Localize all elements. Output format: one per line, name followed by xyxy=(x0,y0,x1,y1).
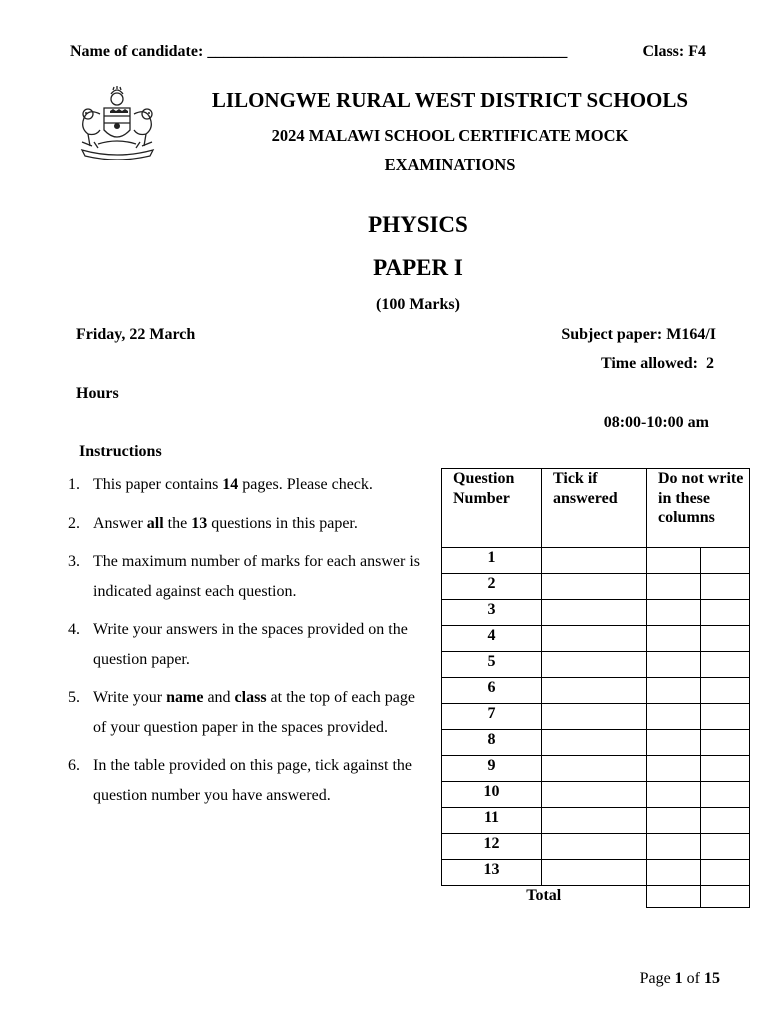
instruction-text xyxy=(93,751,430,810)
total-cell xyxy=(647,886,701,908)
exam-title-line1: 2024 MALAWI SCHOOL CERTIFICATE MOCK xyxy=(271,126,629,145)
examiner-cell xyxy=(701,626,750,652)
instruction-fragment: questions in this paper. xyxy=(207,514,358,532)
tick-cell[interactable] xyxy=(542,600,647,626)
instruction-number: 6. xyxy=(68,757,80,774)
examiner-cell xyxy=(647,626,701,652)
exam-date: Friday, 22 March xyxy=(76,326,196,343)
examiner-cell xyxy=(701,782,750,808)
question-number-header: Question Number xyxy=(442,469,542,548)
instruction-fragment: Write your xyxy=(93,689,167,706)
question-number-cell: 12 xyxy=(442,834,542,860)
page-total: 15 xyxy=(704,970,720,987)
question-number-cell: 9 xyxy=(442,756,542,782)
total-label: Total xyxy=(526,887,562,904)
instruction-item xyxy=(68,751,430,810)
tick-cell[interactable] xyxy=(542,704,647,730)
question-number-cell: 5 xyxy=(442,652,542,678)
page-prefix: Page xyxy=(639,970,675,987)
examiner-cell xyxy=(647,782,701,808)
instruction-number: 3. xyxy=(68,553,80,570)
examiner-cell xyxy=(701,704,750,730)
time-allowed: Time allowed: 2 xyxy=(600,355,714,372)
question-number-cell: 3 xyxy=(442,600,542,626)
exam-time-range: 08:00-10:00 am xyxy=(603,414,709,431)
tick-cell[interactable] xyxy=(542,756,647,782)
examiner-cell xyxy=(647,548,701,574)
instruction-emphasis: class xyxy=(234,689,267,706)
examiner-cell xyxy=(647,808,701,834)
instruction-fragment: The maximum number of marks for each answer is indicated against each question. xyxy=(93,553,421,600)
instruction-item xyxy=(68,547,430,606)
page-footer xyxy=(640,970,720,988)
instruction-fragment: at the top of each page of your question paper in the spaces provided. xyxy=(93,689,415,736)
examiner-columns-header: Do not write in these columns xyxy=(647,469,750,548)
instruction-item xyxy=(68,509,430,539)
question-number-cell: 4 xyxy=(442,626,542,652)
question-number-cell: 8 xyxy=(442,730,542,756)
question-number-cell: 2 xyxy=(442,574,542,600)
instruction-text xyxy=(93,615,430,674)
instruction-fragment: the xyxy=(163,514,192,532)
instructions-list xyxy=(68,470,430,819)
question-number-cell: 13 xyxy=(442,860,542,886)
instruction-text xyxy=(93,470,430,500)
examiner-cell xyxy=(701,574,750,600)
table-row xyxy=(442,626,750,652)
tick-cell[interactable] xyxy=(542,782,647,808)
page-of: of xyxy=(682,970,704,987)
examiner-cell xyxy=(647,756,701,782)
instruction-text xyxy=(93,547,430,606)
examiner-cell xyxy=(701,808,750,834)
instruction-fragment: This paper contains xyxy=(93,476,223,493)
table-header-row xyxy=(442,469,750,548)
table-row xyxy=(442,730,750,756)
instructions-heading: Instructions xyxy=(79,443,162,460)
table-row xyxy=(442,860,750,886)
class-label: Class: F4 xyxy=(642,43,706,60)
examiner-cell xyxy=(701,652,750,678)
answer-tracking-table xyxy=(441,468,750,908)
instruction-fragment: pages. Please check. xyxy=(238,476,373,493)
instruction-emphasis: name xyxy=(166,689,204,706)
school-name: LILONGWE RURAL WEST DISTRICT SCHOOLS xyxy=(211,88,689,112)
table-row xyxy=(442,678,750,704)
instruction-number: 4. xyxy=(68,621,80,638)
instruction-fragment: Write your answers in the spaces provided on the question paper. xyxy=(93,621,408,668)
examiner-cell xyxy=(647,600,701,626)
instruction-emphasis: 13 xyxy=(191,514,208,532)
instruction-number: 5. xyxy=(68,689,80,706)
examiner-cell xyxy=(647,860,701,886)
candidate-name-label: Name of candidate: _____________________________________________ xyxy=(70,43,568,60)
table-row xyxy=(442,756,750,782)
examiner-cell xyxy=(647,704,701,730)
examiner-cell xyxy=(701,600,750,626)
total-marks: (100 Marks) xyxy=(376,296,460,313)
instruction-number: 1. xyxy=(68,476,80,493)
subject-title: PHYSICS xyxy=(368,212,468,237)
tick-cell[interactable] xyxy=(542,730,647,756)
tick-cell[interactable] xyxy=(542,808,647,834)
table-row xyxy=(442,548,750,574)
question-number-cell: 7 xyxy=(442,704,542,730)
tick-cell[interactable] xyxy=(542,548,647,574)
question-number-cell: 10 xyxy=(442,782,542,808)
table-row xyxy=(442,704,750,730)
table-row xyxy=(442,808,750,834)
instruction-number: 2. xyxy=(68,514,80,532)
tick-cell[interactable] xyxy=(542,574,647,600)
table-row xyxy=(442,574,750,600)
candidate-line xyxy=(70,43,710,61)
total-row xyxy=(442,886,750,908)
hours-label: Hours xyxy=(76,385,119,402)
examiner-cell xyxy=(647,678,701,704)
subject-paper-code: Subject paper: M164/I xyxy=(561,326,716,343)
total-cell xyxy=(701,886,750,908)
instruction-fragment: In the table provided on this page, tick against the question number you have answered. xyxy=(93,757,413,804)
question-number-cell: 6 xyxy=(442,678,542,704)
examiner-cell xyxy=(701,860,750,886)
table-row xyxy=(442,834,750,860)
examiner-cell xyxy=(647,834,701,860)
examiner-cell xyxy=(701,548,750,574)
tick-cell[interactable] xyxy=(542,626,647,652)
instruction-fragment: Answer xyxy=(93,514,147,532)
table-row xyxy=(442,782,750,808)
instruction-fragment: and xyxy=(203,689,235,706)
examiner-cell xyxy=(701,834,750,860)
examiner-cell xyxy=(647,574,701,600)
instruction-text xyxy=(93,683,430,742)
table-row xyxy=(442,600,750,626)
table-body xyxy=(442,548,750,908)
tick-cell[interactable] xyxy=(542,652,647,678)
malawi-coat-of-arms-icon xyxy=(70,86,165,160)
examiner-cell xyxy=(701,678,750,704)
tick-cell[interactable] xyxy=(542,678,647,704)
instruction-item xyxy=(68,683,430,742)
tick-cell[interactable] xyxy=(542,860,647,886)
instruction-text xyxy=(93,509,430,539)
tick-cell[interactable] xyxy=(542,834,647,860)
page-number: 1 xyxy=(674,970,683,987)
instruction-emphasis: all xyxy=(146,514,164,532)
examiner-cell xyxy=(701,756,750,782)
question-number-cell: 1 xyxy=(442,548,542,574)
exam-title-line2: EXAMINATIONS xyxy=(384,155,516,174)
table-row xyxy=(442,652,750,678)
question-number-cell: 11 xyxy=(442,808,542,834)
examiner-cell xyxy=(647,730,701,756)
instruction-item xyxy=(68,615,430,674)
examiner-cell xyxy=(701,730,750,756)
instruction-item xyxy=(68,470,430,500)
paper-title: PAPER I xyxy=(373,255,463,280)
tick-if-answered-header: Tick if answered xyxy=(542,469,647,548)
examiner-cell xyxy=(647,652,701,678)
instruction-emphasis: 14 xyxy=(222,476,239,493)
